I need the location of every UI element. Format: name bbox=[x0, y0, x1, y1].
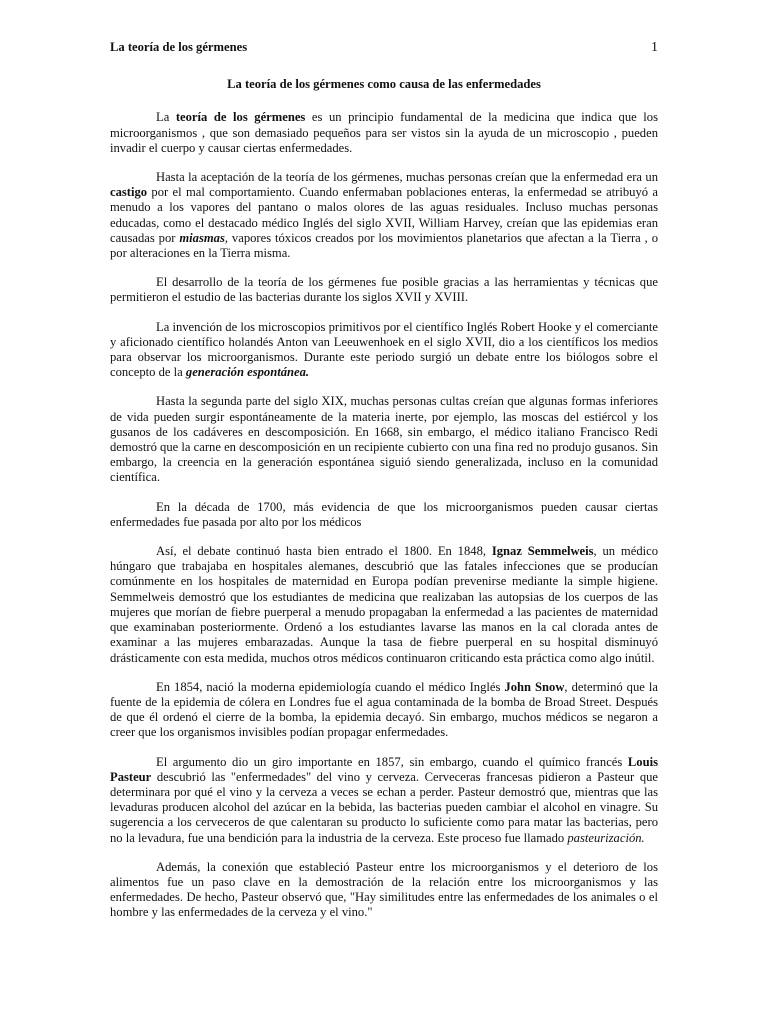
text-run: es un principio fundamental de la medicina que indica que los microorganismos , que son demasiado pequeños para ser vistos sin la ayuda de un microscopio , pueden invadir el cuerpo y causar ciertas enfermedades. bbox=[110, 110, 658, 155]
running-title: La teoría de los gérmenes bbox=[110, 40, 248, 54]
paragraph-7 bbox=[110, 544, 658, 666]
paragraph-6: En la década de 1700, más evidencia de que los microorganismos pueden causar ciertas enfermedades fue pasada por alto por los médicos bbox=[110, 499, 658, 529]
bold-term: Louis Pasteur bbox=[110, 754, 658, 784]
bold-italic-term: generación espontánea. bbox=[185, 365, 310, 380]
text-run: El argumento dio un giro importante en 1857, sin embargo, cuando el químico francés bbox=[156, 754, 628, 769]
text-run: En 1854, nació la moderna epidemiología cuando el médico Inglés bbox=[156, 679, 505, 694]
bold-term: Ignaz Semmelweis bbox=[491, 544, 594, 559]
paragraph-5: Hasta la segunda parte del siglo XIX, muchas personas cultas creían que algunas formas inferiores de vida pueden surgir espontáneamente de la materia inerte, por ejemplo, las moscas del estiércol y los gusanos de los cadáveres en descomposición. En 1668, sin embargo, el médico italiano Francisco Redi demostró que la carne en descomposición en un recipiente cubierto con una fina red no produjo gusanos. Sin embargo, la creencia en la generación espontánea siguió siendo generalizada, incluso en la comunidad científica. bbox=[110, 394, 658, 485]
paragraph-2 bbox=[110, 170, 658, 261]
paragraph-10: Además, la conexión que estableció Pasteur entre los microorganismos y el deterioro de los alimentos fue un paso clave en la demostración de la relación entre los microorganismos y las enfermedades. De hecho, Pasteur observó que, "Hay similitudes entre las enfermedades de los animales o el hombre y las enfermedades de la cerveza y el vino." bbox=[110, 859, 658, 920]
paragraph-1 bbox=[110, 110, 658, 156]
bold-term: teoría de los gérmenes bbox=[175, 110, 306, 125]
italic-term: pasteurización. bbox=[567, 830, 645, 845]
paragraph-9 bbox=[110, 755, 658, 846]
text-run: por el mal comportamiento. Cuando enfermaban poblaciones enteras, la enfermedad se atribuyó a menudo a los vapores del pantano o malos olores de las aguas residuales. Incluso muchas personas educadas, como el destacado médico Inglés del siglo XVII, William Harvey, creían que las epidemias eran causadas por bbox=[110, 185, 658, 245]
paragraph-3: El desarrollo de la teoría de los gérmenes fue posible gracias a las herramientas y técnicas que permitieron el estudio de las bacterias durante los siglos XVII y XVIII. bbox=[110, 275, 658, 305]
text-run: La invención de los microscopios primitivos por el científico Inglés Robert Hooke y el comerciante y aficionado científico holandés Anton van Leeuwenhoek en el siglo XVII, dio a los científicos los medios para observar los microorganismos. Durante este periodo surgió un debate entre los biólogos sobre el concepto de la bbox=[110, 319, 658, 380]
bold-italic-term: miasmas bbox=[179, 230, 225, 245]
text-run: Así, el debate continuó hasta bien entrado el 1800. En 1848, bbox=[156, 544, 492, 559]
paragraph-4 bbox=[110, 320, 658, 381]
text-run: , determinó que la fuente de la epidemia de cólera en Londres fue el agua contaminada de la bomba de Broad Street. Después de que él ordenó el cierre de la bomba, la epidemia decayó. Sin embargo, muchos médicos se negaron a creer que los organismos invisibles podían propagar enfermedades. bbox=[110, 679, 658, 740]
text-run: , un médico húngaro que trabajaba en hospitales alemanes, descubrió que las fatales infecciones que se producían comúnmente en los hospitales de maternidad en Europa podían prevenirse mediante la simple higiene. Semmelweis demostró que los estudiantes de medicina que realizaban las autopsias de los cuerpos de las mujeres que morían de fiebre puerperal a menudo propagaban la enfermedad a las pacientes de maternidad que examinaban posteriormente. Ordenó a los estudiantes lavarse las manos en la cal clorada antes de examinar a las mujeres embarazadas. Aunque la tasa de fiebre puerperal en su hospital disminuyó drásticamente con esta medida, muchos otros médicos continuaron criticando esta práctica como algo inútil. bbox=[110, 544, 658, 665]
text-run: , vapores tóxicos creados por los movimientos planetarios que afectan a la Tierra , o por alteraciones en la Tierra misma. bbox=[110, 230, 658, 261]
text-run: Hasta la aceptación de la teoría de los gérmenes, muchas personas creían que la enfermedad era un bbox=[156, 170, 658, 185]
running-header bbox=[110, 40, 658, 55]
bold-term: John Snow bbox=[504, 679, 565, 694]
paragraph-8 bbox=[110, 680, 658, 741]
document-title: La teoría de los gérmenes como causa de las enfermedades bbox=[227, 77, 541, 92]
text-run: La bbox=[156, 110, 176, 125]
page-number: 1 bbox=[651, 40, 658, 55]
text-run: descubrió las "enfermedades" del vino y cerveza. Cerveceras francesas pidieron a Pasteur que determinara por qué el vino y la cerveza a veces se echan a perder. Pasteur demostró que, mientras que las levaduras producen alcohol del azúcar en la bebida, las bacterias pueden cambiar el alcohol en vinagre. Su sugerencia a los cerveceros de que calentaran su producto lo suficiente como para matar las bacterias, pero no la levadura, fue una bendición para la industria de la cerveza. Este proceso fue llamado bbox=[110, 769, 658, 845]
bold-term: castigo bbox=[110, 185, 148, 200]
